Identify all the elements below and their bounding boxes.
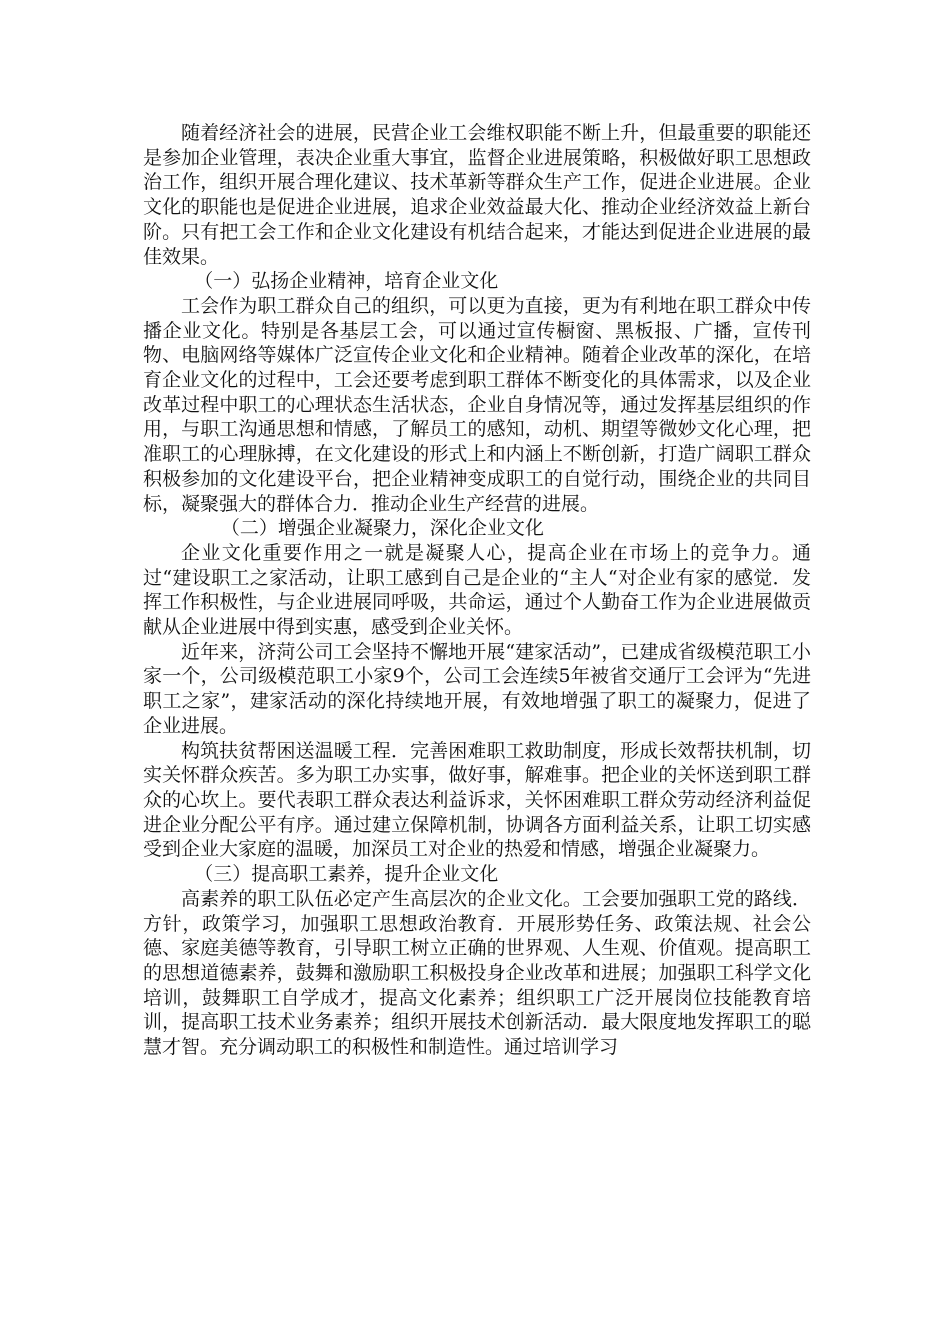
paragraph-section-2-a: 企业文化重要作用之一就是凝聚人心，提高企业在市场上的竞争力。通过“建设职工之家活动，让职工感到自己是企业的“主人“对企业有家的感觉．发挥工作积极性，与企业进展同呼吸，共命运，通过个人勤奋工作为企业进展做贡献从企业进展中得到实惠，感受到企业关怀。: [143, 541, 811, 639]
section-heading-2: （二）增强企业凝聚力，深化企业文化: [220, 517, 544, 540]
section-heading-3: （三）提高职工素养，提升企业文化: [194, 863, 499, 886]
paragraph-section-2-c: 构筑扶贫帮困送温暖工程．完善困难职工救助制度，形成长效帮扶机制，切实关怀群众疾苦。多为职工办实事，做好事，解难事。把企业的关怀送到职工群众的心坎上。要代表职工群众表达利益诉求，关怀困难职工群众劳动经济利益促进企业分配公平有序。通过建立保障机制，协调各方面利益关系，让职工切实感受到企业大家庭的温暖，加深员工对企业的热爱和情感，增强企业凝聚力。: [143, 739, 811, 861]
paragraph-intro: 随着经济社会的进展，民营企业工会维权职能不断上升，但最重要的职能还是参加企业管理，表决企业重大事宜，监督企业进展策略，积极做好职工思想政治工作，组织开展合理化建议、技术革新等群众生产工作，促进企业进展。企业文化的职能也是促进企业进展，追求企业效益最大化、推动企业经济效益上新台阶。只有把工会工作和企业文化建设有机结合起来，才能达到促进企业进展的最佳效果。: [143, 122, 811, 268]
section-heading-1: （一）弘扬企业精神，培育企业文化: [194, 270, 499, 293]
paragraph-section-1: 工会作为职工群众自己的组织，可以更为直接，更为有利地在职工群众中传播企业文化。特别是各基层工会，可以通过宣传橱窗、黑板报、广播，宣传刊物、电脑网络等媒体广泛宣传企业文化和企业精神。随着企业改革的深化，在培育企业文化的过程中，工会还要考虑到职工群体不断变化的具体需求，以及企业改革过程中职工的心理状态生活状态，企业自身情况等，通过发挥基层组织的作用，与职工沟通思想和情感，了解员工的感知，动机、期望等微妙文化心理，把准职工的心理脉搏，在文化建设的形式上和内涵上不断创新，打造广阔职工群众积极参加的文化建设平台，把企业精神变成职工的自觉行动，围绕企业的共同目标，凝聚强大的群体合力．推动企业生产经营的进展。: [143, 294, 811, 515]
document-body: [143, 121, 811, 1060]
paragraph-section-2-b: 近年来，济菏公司工会坚持不懈地开展“建家活动”，已建成省级模范职工小家一个，公司级模范职工小家9个，公司工会连续5年被省交通厅工会评为“先进职工之家”，建家活动的深化持续地开展，有效地增强了职工的凝聚力，促进了企业进展。: [143, 640, 811, 737]
paragraph-section-3: 高素养的职工队伍必定产生高层次的企业文化。工会要加强职工党的路线．方针，政策学习，加强职工思想政治教育．开展形势任务、政策法规、社会公德、家庭美德等教育，引导职工树立正确的世界观、人生观、价值观。提高职工的思想道德素养，鼓舞和激励职工积极投身企业改革和进展；加强职工科学文化培训，鼓舞职工自学成才，提高文化素养；组织职工广泛开展岗位技能教育培训，提高职工技术业务素养；组织开展技术创新活动．最大限度地发挥职工的聪慧才智。充分调动职工的积极性和制造性。通过培训学习: [143, 887, 811, 1059]
